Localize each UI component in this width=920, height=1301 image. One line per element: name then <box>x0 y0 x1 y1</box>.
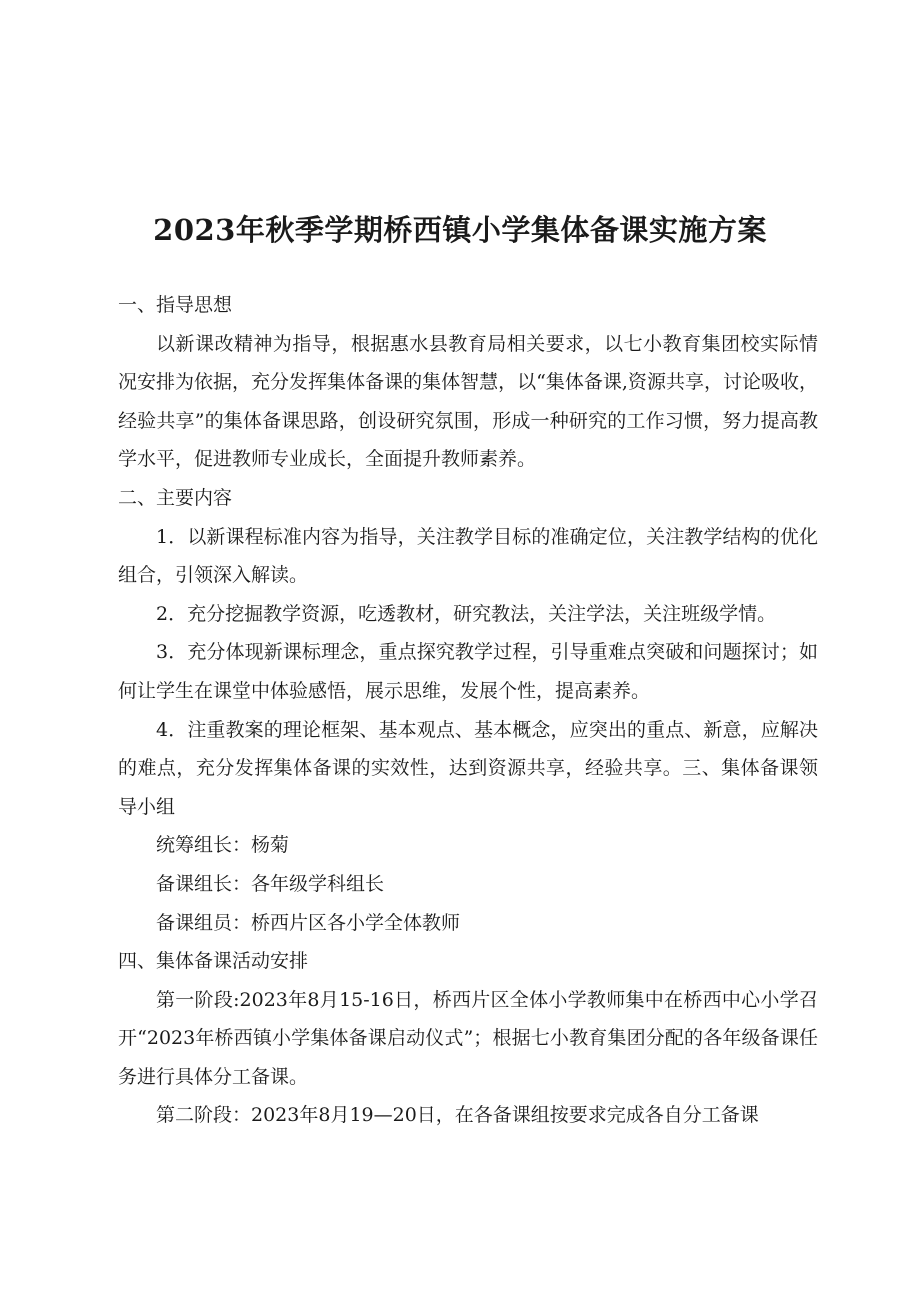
list-item-content-3: 3．充分体现新课标理念，重点探究教学过程，引导重难点突破和问题探讨；如何让学生在课堂中体验感悟，展示思维，发展个性，提高素养。 <box>118 641 818 702</box>
leader-line-coordinator: 统筹组长：杨菊 <box>156 834 290 857</box>
section-heading-guiding-ideology: 一、指导思想 <box>118 294 233 316</box>
list-item-content-4: 4．注重教案的理论框架、基本观点、基本概念，应突出的重点、新意，应解决的难点，充分发挥集体备课的实效性，达到资源共享，经验共享。三、集体备课领导小组 <box>118 718 818 818</box>
list-item-content-2: 2．充分挖掘教学资源，吃透教材，研究教法，关注学法，关注班级学情。 <box>156 602 777 625</box>
list-item-content-1: 1．以新课程标准内容为指导，关注教学目标的准确定位，关注教学结构的优化组合，引领深入解读。 <box>118 525 818 587</box>
schedule-stage-1: 第一阶段:2023年8月15-16日，桥西片区全体小学教师集中在桥西中心小学召开“2023年桥西镇小学集体备课启动仪式”；根据七小教育集团分配的各年级备课任务进行具体分工备课。 <box>118 988 818 1088</box>
document-title: 2023年秋季学期桥西镇小学集体备课实施方案 <box>153 213 767 247</box>
paragraph-guiding-ideology: 以新课改精神为指导，根据惠水县教育局相关要求，以七小教育集团校实际情况安排为依据，充分发挥集体备课的集体智慧，以“集体备课,资源共享，讨论吸收，经验共享”的集体备课思路，创设研究氛围，形成一种研究的工作习惯，努力提高教学水平，促进教师专业成长，全面提升教师素养。 <box>118 332 818 471</box>
section-heading-activity-schedule: 四、集体备课活动安排 <box>118 950 309 973</box>
section-heading-main-content: 二、主要内容 <box>118 486 233 509</box>
document-body <box>118 286 818 1135</box>
leader-line-group-leader: 备课组长：各年级学科组长 <box>156 872 385 895</box>
schedule-stage-2: 第二阶段：2023年8月19—20日，在各备课组按要求完成各自分工备课 <box>156 1104 759 1127</box>
leader-line-members: 备课组员：桥西片区各小学全体教师 <box>156 911 461 934</box>
